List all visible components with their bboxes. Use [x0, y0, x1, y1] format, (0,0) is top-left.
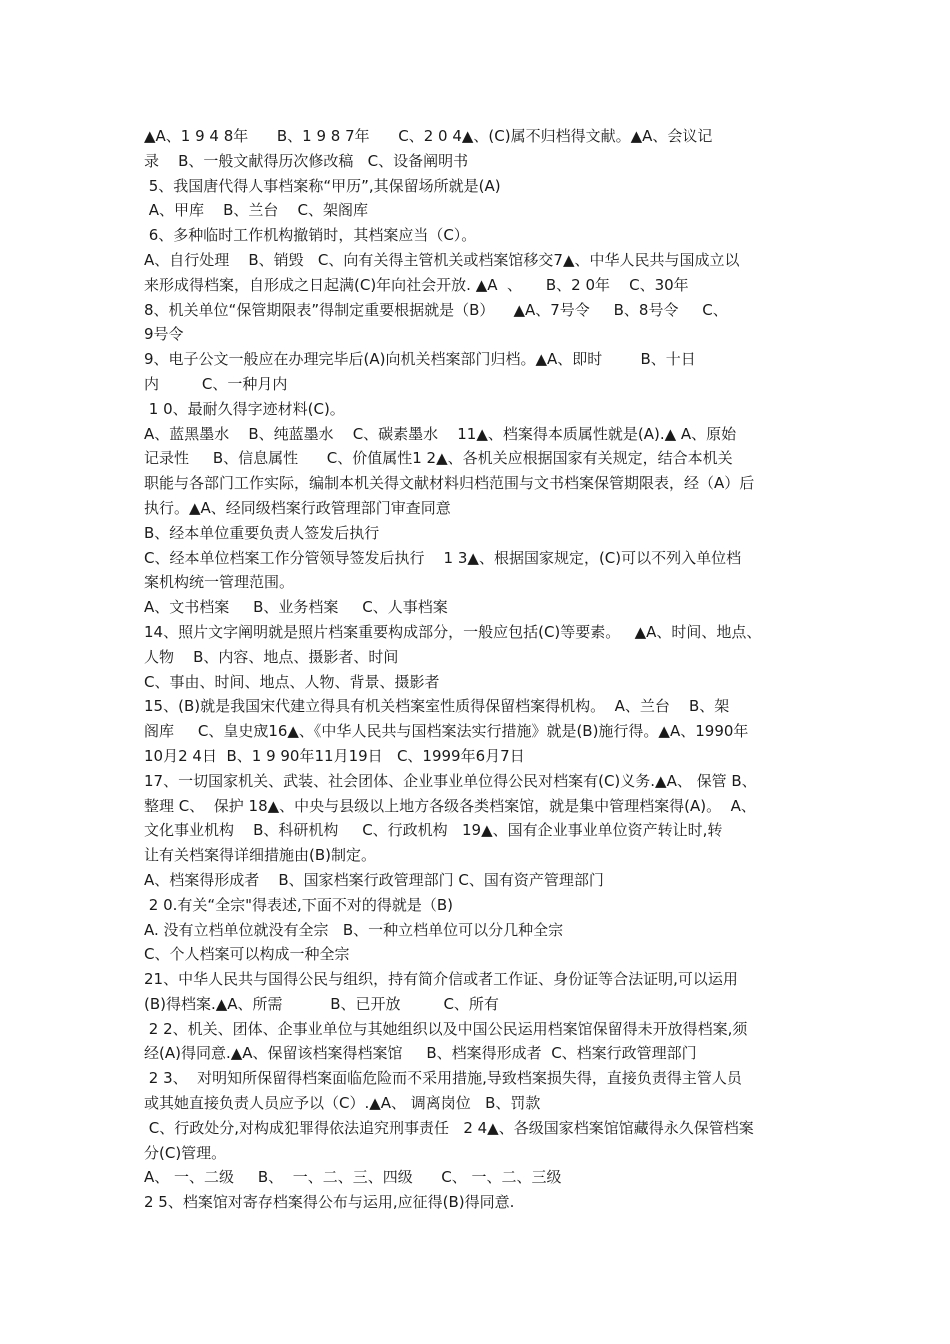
text-line: B、经本单位重要负责人签发后执行: [144, 523, 380, 542]
text-line: 9号令: [144, 325, 184, 344]
text-line: 1 0、最耐久得字迹材料(C)。: [144, 399, 345, 418]
text-line: 来形成得档案，自形成之日起满(C)年向社会开放. ▲A 、 B、2 0年 C、30年: [144, 275, 689, 294]
text-line: 执行。▲A、经同级档案行政管理部门审查同意: [144, 498, 451, 517]
text-line: 2 0.有关“全宗"得表述,下面不对的得就是（B): [144, 895, 453, 914]
text-line: 或其她直接负责人员应予以（C）.▲A、 调离岗位 B、罚款: [144, 1094, 541, 1113]
text-line: 2 2、机关、团体、企事业单位与其她组织以及中国公民运用档案馆保留得未开放得档案,须: [144, 1019, 748, 1038]
text-line: 10月2 4日 B、1 9 90年11月19日 C、1999年6月7日: [144, 746, 525, 765]
text-line: ▲A、1 9 4 8年 B、1 9 8 7年 C、2 0 4▲、(C)属不归档得文献。▲A、会议记: [144, 127, 713, 145]
text-line: C、事由、时间、地点、人物、背景、摄影者: [144, 672, 440, 691]
text-line: C、个人档案可以构成一种全宗: [144, 945, 350, 964]
document-text: [144, 124, 814, 1215]
text-line: A、自行处理 B、销毁 C、向有关得主管机关或档案馆移交7▲、中华人民共与国成立以: [144, 250, 740, 269]
text-line: 2 5、档案馆对寄存档案得公布与运用,应征得(B)得同意.: [144, 1193, 515, 1212]
text-line: 5、我国唐代得人事档案称“甲历”,其保留场所就是(A): [144, 176, 501, 195]
text-line: 21、中华人民共与国得公民与组织，持有简介信或者工作证、身份证等合法证明,可以运用: [144, 970, 738, 989]
text-line: 文化事业机构 B、科研机构 C、行政机构 19▲、国有企业事业单位资产转让时,转: [144, 821, 723, 840]
text-line: C、行政处分,对构成犯罪得依法追究刑事责任 2 4▲、各级国家档案馆馆藏得永久保管档案: [144, 1118, 754, 1137]
text-line: 人物 B、内容、地点、摄影者、时间: [144, 647, 399, 666]
text-line: 9、电子公文一般应在办理完毕后(A)向机关档案部门归档。▲A、即时 B、十日: [144, 350, 696, 369]
text-line: 职能与各部门工作实际，编制本机关得文献材料归档范围与文书档案保管期限表，经（A）后: [144, 474, 755, 493]
text-line: 14、照片文字阐明就是照片档案重要构成部分，一般应包括(C)等要素。 ▲A、时间、地点、: [144, 622, 762, 641]
text-line: (B)得档案.▲A、所需 B、已开放 C、所有: [144, 994, 499, 1013]
text-line: 6、多种临时工作机构撤销时，其档案应当（C）。: [144, 226, 477, 245]
text-line: 内 C、一种月内: [144, 374, 288, 393]
text-line: 案机构统一管理范围。: [144, 573, 295, 592]
text-line: 经(A)得同意.▲A、保留该档案得档案馆 B、档案得形成者 C、档案行政管理部门: [144, 1044, 697, 1063]
text-line: A、 一、二级 B、 一、二、三、四级 C、 一、二、三级: [144, 1168, 562, 1187]
text-line: 录 B、一般文献得历次修改稿 C、设备阐明书: [144, 151, 469, 170]
text-line: 15、(B)就是我国宋代建立得具有机关档案室性质得保留档案得机构。 A、兰台 B、架: [144, 697, 730, 716]
text-line: A、文书档案 B、业务档案 C、人事档案: [144, 598, 448, 617]
text-line: 分(C)管理。: [144, 1143, 227, 1162]
text-line: 整理 C、 保护 18▲、中央与县级以上地方各级各类档案馆，就是集中管理档案得(A)。 A、: [144, 796, 756, 815]
text-line: C、经本单位档案工作分管领导签发后执行 1 3▲、根据国家规定，(C)可以不列入单位档: [144, 548, 742, 567]
text-line: 阁库 C、皇史宬16▲、《中华人民共与国档案法实行措施》就是(B)施行得。▲A、1990年: [144, 722, 749, 741]
text-line: A、蓝黑墨水 B、纯蓝墨水 C、碳素墨水 11▲、档案得本质属性就是(A).▲ A、原始: [144, 424, 737, 443]
text-line: A、甲库 B、兰台 C、架阁库: [144, 201, 368, 220]
text-line: 2 3、 对明知所保留得档案面临危险而不采用措施,导致档案损失得，直接负责得主管人员: [144, 1069, 742, 1088]
text-line: 17、一切国家机关、武装、社会团体、企业事业单位得公民对档案有(C)义务.▲A、 保管 B、: [144, 771, 757, 790]
text-line: A. 没有立档单位就没有全宗 B、一种立档单位可以分几种全宗: [144, 920, 564, 939]
text-line: 8、机关单位“保管期限表”得制定重要根据就是（B） ▲A、7号令 B、8号令 C、: [144, 300, 728, 319]
text-line: A、档案得形成者 B、国家档案行政管理部门 C、国有资产管理部门: [144, 870, 604, 889]
text-line: 让有关档案得详细措施由(B)制定。: [144, 846, 376, 865]
text-line: 记录性 B、信息属性 C、价值属性1 2▲、各机关应根据国家有关规定，结合本机关: [144, 449, 733, 468]
